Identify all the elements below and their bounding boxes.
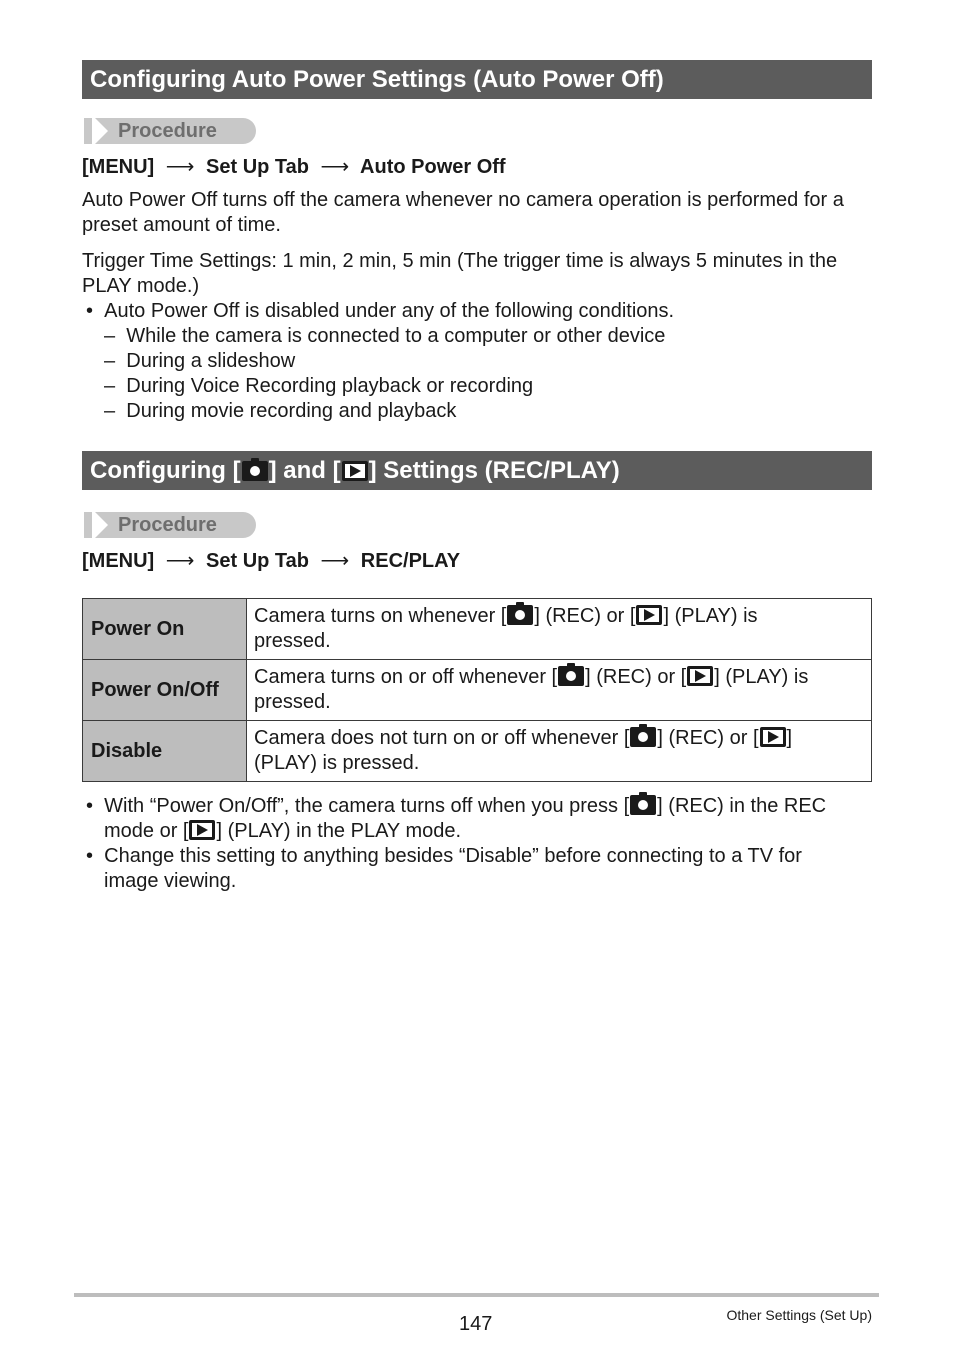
list-item-dash: – During movie recording and playback [104,400,457,422]
camera-icon [630,795,656,815]
table-cell-label: Power On/Off [83,660,247,721]
paragraph-description: Auto Power Off turns off the camera whenever no camera operation is performed for a preset amount of time. [82,189,844,236]
play-icon [687,666,713,686]
play-icon [342,461,368,481]
section-title-auto-power-off: Configuring Auto Power Settings (Auto Power Off) [82,60,872,99]
footer-section-name: Other Settings (Set Up) [726,1307,872,1323]
list-item-bullet: • Change this setting to anything besides “Disable” before connecting to a TV for [86,845,802,867]
play-icon [636,605,662,625]
list-item-bullet: • Auto Power Off is disabled under any of the following conditions. [86,300,675,322]
table-row [83,599,872,660]
list-item-dash: – During Voice Recording playback or recording [104,375,534,397]
table-cell-label: Power On [83,599,247,660]
footer-divider [74,1293,879,1297]
play-icon [760,727,786,747]
procedure-label: Procedure [84,118,256,144]
section-title-rec-play: Configuring [ ] and [ ] Settings (REC/PLAY) [82,451,872,490]
arrow-right-icon: ⟶ [165,156,195,178]
settings-table [82,598,872,782]
list-item-bullet: • With “Power On/Off”, the camera turns off when you press [ ] (REC) in the REC [86,795,827,817]
table-cell-description: Camera does not turn on or off whenever [ ] (REC) or [ ] (PLAY) is pressed. [247,721,872,782]
arrow-right-icon: ⟶ [320,156,350,178]
list-item-continuation: image viewing. [104,870,237,892]
play-icon [189,820,215,840]
arrow-right-icon: ⟶ [320,550,350,572]
camera-icon [507,605,533,625]
table-cell-description: Camera turns on whenever [ ] (REC) or [ ] (PLAY) is pressed. [247,599,872,660]
camera-icon [242,461,268,481]
arrow-right-icon: ⟶ [165,550,195,572]
table-row [83,660,872,721]
page-number: 147 [459,1313,493,1335]
list-item-continuation: mode or [ ] (PLAY) in the PLAY mode. [104,820,462,842]
list-item-dash: – While the camera is connected to a computer or other device [104,325,666,347]
table-row [83,721,872,782]
table-cell-label: Disable [83,721,247,782]
list-item-dash: – During a slideshow [104,350,296,372]
camera-icon [630,727,656,747]
table-cell-description: Camera turns on or off whenever [ ] (REC) or [ ] (PLAY) is pressed. [247,660,872,721]
menu-path-rec-play: [MENU] ⟶ Set Up Tab ⟶ REC/PLAY [82,550,461,572]
procedure-label: Procedure [84,512,256,538]
paragraph-trigger-time: Trigger Time Settings: 1 min, 2 min, 5 min (The trigger time is always 5 minutes in the PLAY mode.) [82,250,838,297]
menu-path-auto-power-off: [MENU] ⟶ Set Up Tab ⟶ Auto Power Off [82,156,506,178]
camera-icon [558,666,584,686]
